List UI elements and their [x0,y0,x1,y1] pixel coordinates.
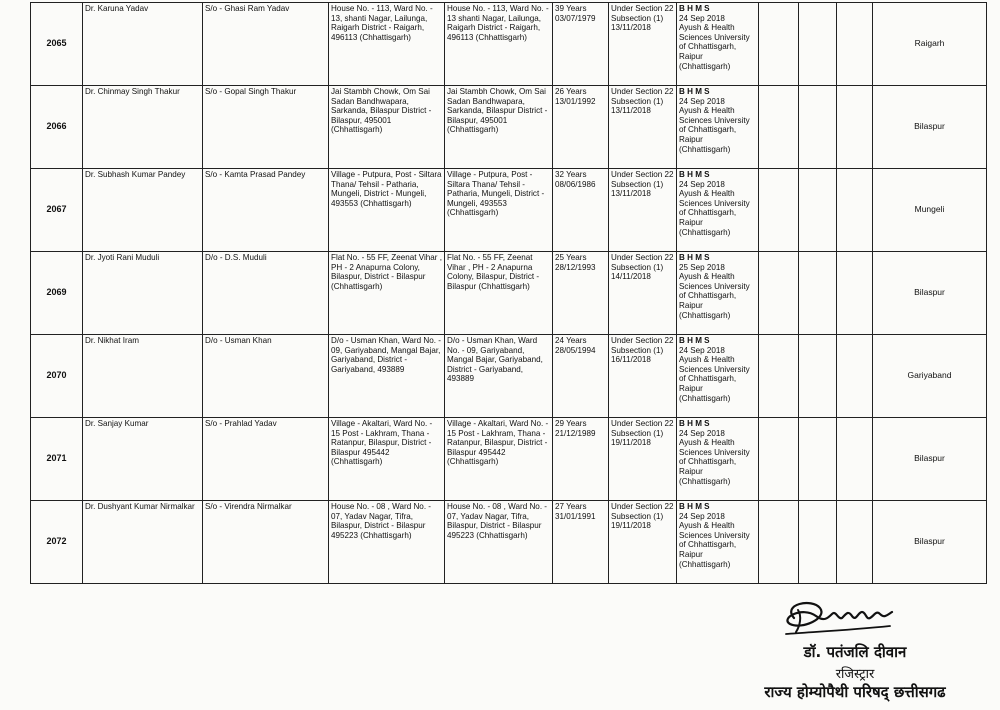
empty-cell [799,252,837,335]
age-dob [553,252,609,335]
empty-cell [799,3,837,86]
relation [203,3,329,86]
relation: S/o - Gopal Singh Thakur [205,87,297,96]
section: Under Section 22 [611,336,674,345]
degree-date: 24 Sep 2018 [679,428,725,438]
empty-cell [759,501,799,584]
permanent-address [445,418,553,501]
name: Dr. Nikhat Iram [85,336,139,345]
serial-number: 2069 [31,252,83,335]
reg-date: 14/11/2018 [611,272,651,282]
age-dob [553,3,609,86]
age: 24 Years [555,336,587,345]
district: Bilaspur [873,501,987,584]
permanent-address [445,169,553,252]
degree-date: 24 Sep 2018 [679,96,725,106]
dob: 28/05/1994 [555,345,596,355]
district: Bilaspur [873,418,987,501]
relation: S/o - Virendra Nirmalkar [205,502,292,511]
district: Raigarh [873,3,987,86]
qualification [677,501,759,584]
age: 27 Years [555,502,587,511]
relation [203,169,329,252]
registration-section [609,335,677,418]
degree-date: 25 Sep 2018 [679,262,725,272]
name: Dr. Sanjay Kumar [85,419,149,428]
relation: S/o - Prahlad Yadav [205,419,277,428]
correspondence-address [329,418,445,501]
empty-cell [759,169,799,252]
serial-number: 2070 [31,335,83,418]
subsection: Subsection (1) [611,262,664,272]
relation: D/o - Usman Khan [205,336,272,345]
empty-cell [759,86,799,169]
age: 32 Years [555,170,587,179]
subsection: Subsection (1) [611,179,664,189]
empty-cell [799,86,837,169]
degree-date: 24 Sep 2018 [679,13,725,23]
district: Gariyaband [873,335,987,418]
table-row [31,418,987,501]
address: Flat No. - 55 FF, Zeenat Vihar , PH - 2 Anapurna Colony, Bilaspur, District - Bilaspur (Chhattisgarh) [331,253,442,291]
registration-section [609,418,677,501]
reg-date: 19/11/2018 [611,521,651,531]
section: Under Section 22 [611,253,674,262]
age-dob [553,418,609,501]
district: Mungeli [873,169,987,252]
university: Ayush & Health Sciences University of Chhattisgarh, Raipur (Chhattisgarh) [679,355,750,403]
practitioner-name [83,418,203,501]
relation [203,252,329,335]
serial-number: 2072 [31,501,83,584]
address: House No. - 08 , Ward No. - 07, Yadav Nagar, Tifra, Bilaspur, District - Bilaspur 495223 (Chhattisgarh) [331,502,432,540]
registration-section [609,3,677,86]
age-dob [553,169,609,252]
empty-cell [759,3,799,86]
section: Under Section 22 [611,170,674,179]
perm-address: Village - Akaltari, Ward No. - 15 Post - Lakhram, Thana - Ratanpur, Bilaspur, District - Bilaspur 495442 (Chhattisgarh) [447,419,549,467]
empty-cell [799,335,837,418]
section: Under Section 22 [611,4,674,13]
name: Dr. Jyoti Rani Muduli [85,253,160,262]
degree-date: 24 Sep 2018 [679,179,725,189]
empty-cell [759,418,799,501]
permanent-address [445,335,553,418]
perm-address: Village - Putpura, Post - Siltara Thana/ Tehsil - Patharia, Mungeli, District - Mungeli, 493553 (Chhattisgarh) [447,170,545,218]
dob: 03/07/1979 [555,13,596,23]
registrar-designation: रजिस्ट्रार [835,667,875,682]
registration-section [609,252,677,335]
address: Village - Putpura, Post - Siltara Thana/ Tehsil - Patharia, Mungeli, District - Mungeli, 493553 (Chhattisgarh) [331,170,442,208]
empty-cell [837,418,873,501]
serial-number: 2071 [31,418,83,501]
district: Bilaspur [873,86,987,169]
permanent-address [445,86,553,169]
registration-section [609,86,677,169]
dob: 31/01/1991 [555,511,596,521]
qualification [677,418,759,501]
perm-address: House No. - 113, Ward No. - 13 shanti Nagar, Lailunga, Raigarh District - Raigarh, 496113 (Chhattisgarh) [447,4,549,42]
age: 39 Years [555,4,587,13]
relation: S/o - Ghasi Ram Yadav [205,4,290,13]
registration-table [30,2,987,584]
degree: B H M S [679,336,710,345]
relation [203,501,329,584]
correspondence-address [329,501,445,584]
empty-cell [799,418,837,501]
address: Jai Stambh Chowk, Om Sai Sadan Bandhwapara, Sarkanda, Bilaspur District - Bilaspur, 495001 (Chhattisgarh) [331,87,432,135]
subsection: Subsection (1) [611,511,664,521]
council-name: राज्य होम्योपैथी परिषद् छत्तीसगढ [764,683,946,701]
subsection: Subsection (1) [611,13,664,23]
qualification [677,252,759,335]
correspondence-address [329,86,445,169]
perm-address: House No. - 08 , Ward No. - 07, Yadav Nagar, Tifra, Bilaspur, District - Bilaspur 495223 (Chhattisgarh) [447,502,548,540]
registrar-signature-block [730,596,980,706]
age: 26 Years [555,87,587,96]
empty-cell [837,3,873,86]
serial-number: 2066 [31,86,83,169]
university: Ayush & Health Sciences University of Chhattisgarh, Raipur (Chhattisgarh) [679,23,750,71]
subsection: Subsection (1) [611,345,664,355]
qualification [677,3,759,86]
dob: 13/01/1992 [555,96,596,106]
age: 29 Years [555,419,587,428]
relation: S/o - Kamta Prasad Pandey [205,170,306,179]
address: Village - Akaltari, Ward No. - 15 Post - Lakhram, Thana - Ratanpur, Bilaspur, District - Bilaspur 495442 (Chhattisgarh) [331,419,433,467]
degree-date: 24 Sep 2018 [679,345,725,355]
practitioner-name [83,335,203,418]
name: Dr. Dushyant Kumar Nirmalkar [85,502,195,511]
relation [203,86,329,169]
university: Ayush & Health Sciences University of Chhattisgarh, Raipur (Chhattisgarh) [679,272,750,320]
table-row [31,169,987,252]
dob: 21/12/1989 [555,428,596,438]
permanent-address [445,501,553,584]
reg-date: 13/11/2018 [611,23,651,33]
empty-cell [799,169,837,252]
relation: D/o - D.S. Muduli [205,253,267,262]
reg-date: 16/11/2018 [611,355,651,365]
age-dob [553,501,609,584]
address: House No. - 113, Ward No. - 13, shanti Nagar, Lailunga, Raigarh District - Raigarh, 496113 (Chhattisgarh) [331,4,433,42]
dob: 08/06/1986 [555,179,596,189]
table-row [31,3,987,86]
practitioner-name [83,3,203,86]
serial-number: 2065 [31,3,83,86]
university: Ayush & Health Sciences University of Chhattisgarh, Raipur (Chhattisgarh) [679,438,750,486]
empty-cell [759,252,799,335]
university: Ayush & Health Sciences University of Chhattisgarh, Raipur (Chhattisgarh) [679,521,750,569]
degree: B H M S [679,253,710,262]
table-row [31,252,987,335]
university: Ayush & Health Sciences University of Chhattisgarh, Raipur (Chhattisgarh) [679,189,750,237]
degree-date: 24 Sep 2018 [679,511,725,521]
age-dob [553,86,609,169]
name: Dr. Karuna Yadav [85,4,149,13]
empty-cell [837,501,873,584]
correspondence-address [329,252,445,335]
degree: B H M S [679,4,710,13]
degree: B H M S [679,419,710,428]
correspondence-address [329,3,445,86]
reg-date: 19/11/2018 [611,438,651,448]
practitioner-name [83,252,203,335]
table-row [31,335,987,418]
relation [203,335,329,418]
qualification [677,335,759,418]
empty-cell [837,252,873,335]
empty-cell [837,335,873,418]
registration-section [609,169,677,252]
section: Under Section 22 [611,87,674,96]
correspondence-address [329,335,445,418]
perm-address: Flat No. - 55 FF, Zeenat Vihar , PH - 2 Anapurna Colony, Bilaspur, District - Bilaspur (Chhattisgarh) [447,253,540,291]
address: D/o - Usman Khan, Ward No. - 09, Gariyaband, Mangal Bajar, Gariyaband, District - Gariyaband, 493889 [331,336,441,374]
reg-date: 13/11/2018 [611,189,651,199]
qualification [677,169,759,252]
practitioner-name [83,86,203,169]
degree: B H M S [679,87,710,96]
reg-date: 13/11/2018 [611,106,651,116]
subsection: Subsection (1) [611,428,664,438]
subsection: Subsection (1) [611,96,664,106]
practitioner-name [83,501,203,584]
empty-cell [837,86,873,169]
age-dob [553,335,609,418]
section: Under Section 22 [611,419,674,428]
table-row [31,86,987,169]
table-row [31,501,987,584]
empty-cell [837,169,873,252]
dob: 28/12/1993 [555,262,596,272]
practitioner-name [83,169,203,252]
degree: B H M S [679,502,710,511]
empty-cell [759,335,799,418]
empty-cell [799,501,837,584]
university: Ayush & Health Sciences University of Chhattisgarh, Raipur (Chhattisgarh) [679,106,750,154]
relation [203,418,329,501]
permanent-address [445,252,553,335]
name: Dr. Chinmay Singh Thakur [85,87,180,96]
degree: B H M S [679,170,710,179]
perm-address: D/o - Usman Khan, Ward No. - 09, Gariyaband, Mangal Bajar, Gariyaband, District - Gariyaband, 493889 [447,336,543,384]
correspondence-address [329,169,445,252]
section: Under Section 22 [611,502,674,511]
permanent-address [445,3,553,86]
district: Bilaspur [873,252,987,335]
serial-number: 2067 [31,169,83,252]
age: 25 Years [555,253,587,262]
handwritten-signature-icon [772,596,902,640]
registrar-name: डॉ. पतंजलि दीवान [803,643,907,661]
name: Dr. Subhash Kumar Pandey [85,170,186,179]
registration-section [609,501,677,584]
qualification [677,86,759,169]
perm-address: Jai Stambh Chowk, Om Sai Sadan Bandhwapara, Sarkanda, Bilaspur District - Bilaspur, 495001 (Chhattisgarh) [447,87,548,135]
